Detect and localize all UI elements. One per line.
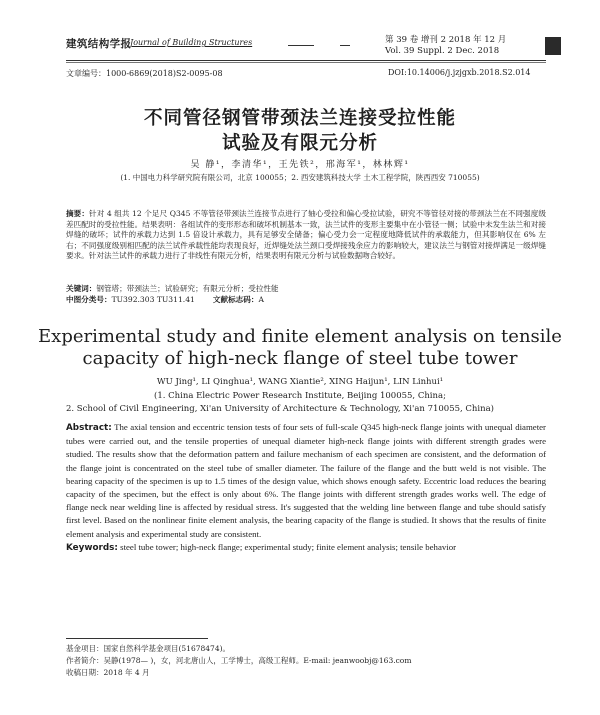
en-affiliation-2: 2. School of Civil Engineering, Xi'an University of Architecture & Technology, Xi'an 710055, China): [66, 404, 494, 414]
cn-abstract-text: 针对 4 组共 12 个足尺 Q345 不等管径带颈法兰连接节点进行了轴心受拉和偏心受拉试验，研究不等管径对接的带颈法兰在不同强度级差匹配时的受拉性能。结果表明：各组试件的变形形态和破坏机制基本一致，法兰试件的变形主要集中在小管径一侧；试验中未发生法兰和对接焊缝的破坏；试件的承载力达到 1.5 倍设计承载力，具有足够安全储备；偏心受力会一定程度地降低试件的承载能力，但其影响仅在 6% 左右；不同强度级别相匹配的法兰试件承载性能均表现良好，近焊缝处法兰颈口受焊接残余应力的影响较大，建议法兰与钢管对接焊满足一级焊缝要求。针对法兰试件的承载力进行了非线性有限元分析，结果表明有限元分析与试验数据吻合较好。: [66, 209, 546, 261]
cn-title-line2: 试验及有限元分析: [221, 133, 378, 154]
header-dash: [340, 45, 350, 46]
en-affiliation-1: (1. China Electric Power Research Institute, Beijing 100055, China;: [154, 391, 446, 401]
cn-keywords-label: 关键词：: [66, 284, 97, 293]
en-abstract-text: The axial tension and eccentric tension tests of four sets of full-scale Q345 high-neck flange joints with unequal diameter tubes were carried out, and the tensile properties of unequal diameter high-neck flange joints with different strength grades were studied. The results show that the deformation pattern and failure mechanism of each specimen are consistent, and the deformation of the flange joint is concentrated on the steel tube of smaller diameter. The failure of the flange and the butt weld is not visible. The bearing capacity of the specimen is up to 1.5 times of the design value, which shows enough safety. Eccentric load reduces the bearing capacity of the specimen, but the effect is only about 6%. The flange joints with different strength grades works well. The edge of flange neck near welding line is affected by residual stress. It's suggested that the welding line between flange and tube should satisfy first level. Based on the nonlinear finite element analysis, the bearing capacity of the flange is studied. It shows that the results of finite element analysis and experimental study are consistent.: [66, 422, 546, 539]
cn-doc-code-label: 文献标志码：: [212, 295, 259, 304]
cn-doc-code: A: [258, 295, 264, 304]
journal-title-cn: 建筑结构学报: [66, 38, 132, 50]
footnote-author-bio: 作者简介：吴静(1978— )，女，河北唐山人，工学博士，高级工程师。E-mail: jeanwoobj@163.com: [66, 656, 412, 665]
footnote-received: 收稿日期：2018 年 4 月: [66, 668, 150, 677]
cn-keywords-text: 钢管塔；带颈法兰；试验研究；有限元分析；受拉性能: [96, 284, 279, 293]
volume-en: Vol. 39 Suppl. 2 Dec. 2018: [385, 46, 500, 56]
header-rule: [66, 60, 546, 61]
en-abstract-label: Abstract:: [66, 423, 112, 433]
en-authors: WU Jing¹, LI Qinghua¹, WANG Xiantie², XING Haijun¹, LIN Linhui¹: [156, 377, 444, 387]
cn-classification-text: TU392.303 TU311.41: [111, 295, 195, 304]
cn-abstract: [66, 209, 546, 262]
volume-cn: 第 39 卷 增刊 2 2018 年 12 月: [385, 35, 507, 45]
footnote-fund: 基金项目：国家自然科学基金项目(51678474)。: [66, 644, 231, 653]
page-tab-marker: [545, 37, 561, 55]
cn-title-line1: 不同管径钢管带颈法兰连接受拉性能: [143, 108, 456, 129]
cn-affiliation: (1. 中国电力科学研究院有限公司，北京 100055；2. 西安建筑科技大学 土木工程学院，陕西西安 710055): [120, 173, 480, 182]
header-rule-thin: [66, 62, 546, 63]
article-number: 文章编号：1000-6869(2018)S2-0095-08: [66, 69, 223, 78]
en-title-line1: Experimental study and finite element analysis on tensile: [38, 326, 562, 347]
en-keywords-label: Keywords:: [66, 543, 118, 553]
cn-keywords: [66, 283, 279, 294]
doi: DOI:10.14006/j.jzjgxb.2018.S2.014: [388, 68, 531, 77]
footnote-rule: [66, 638, 208, 639]
cn-abstract-label: 摘要：: [66, 209, 90, 218]
journal-title-en: Journal of Building Structures: [130, 38, 253, 47]
en-abstract: [66, 421, 546, 541]
cn-classification: [66, 294, 264, 305]
en-title-line2: capacity of high-neck flange of steel tube tower: [82, 348, 518, 369]
header-dash: [288, 45, 314, 46]
en-keywords: [66, 542, 456, 553]
cn-classification-label: 中图分类号：: [66, 295, 112, 304]
cn-authors: 吴 静¹，李清华¹，王先铁²，邢海军¹，林林辉¹: [190, 160, 410, 170]
en-keywords-text: steel tube tower; high-neck flange; experimental study; finite element analysis; tensile behavior: [120, 542, 457, 552]
